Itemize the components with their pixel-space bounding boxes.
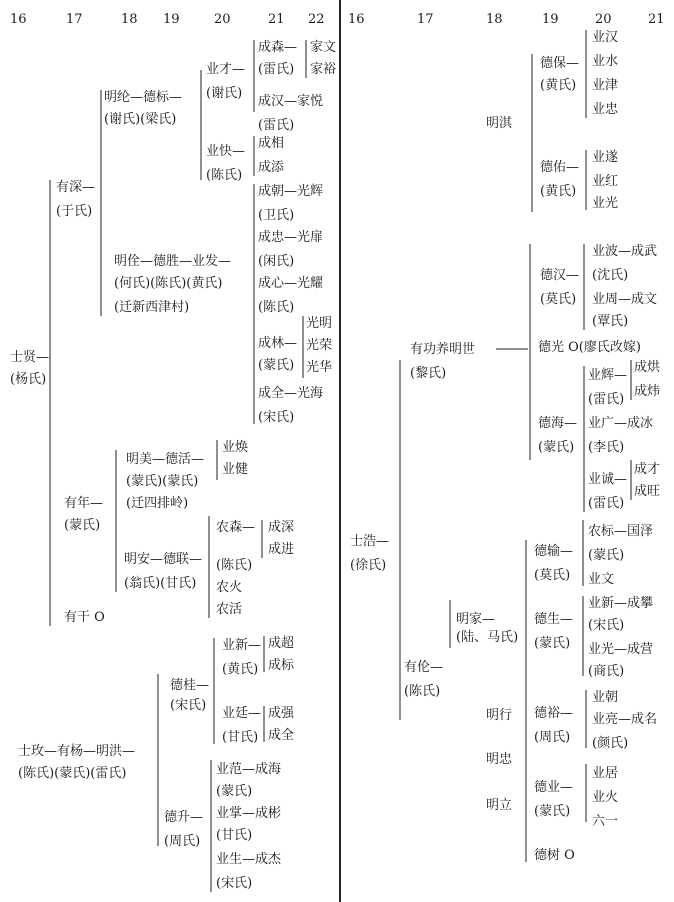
person-label: (杨氏) (10, 372, 47, 387)
person-label: 业文 (588, 572, 615, 587)
person-label: 明立 (486, 798, 513, 813)
person-label: (黄氏) (540, 184, 577, 199)
person-label: 光荣 (306, 338, 333, 353)
person-label: 士浩— (350, 534, 390, 549)
person-label: 业焕 (222, 440, 249, 455)
person-label: (迁四排岭) (126, 496, 189, 511)
person-label: 业生—成杰 (216, 852, 282, 867)
person-label: (颜氏) (592, 736, 629, 751)
person-label: 业范—成海 (216, 762, 282, 777)
person-label: (莫氏) (534, 568, 571, 583)
person-label: 士玫—有杨—明洪— (18, 744, 136, 759)
generation-number: 16 (10, 12, 27, 27)
person-label: 业才— (206, 62, 246, 77)
person-label: 明淇 (486, 116, 513, 131)
person-label: 业津 (592, 78, 619, 93)
person-label: 有干 O (64, 610, 105, 625)
generation-number: 21 (648, 12, 665, 27)
person-label: 成心—光耀 (258, 276, 324, 291)
person-label: 成添 (258, 160, 285, 175)
person-label: 德光 O(廖氏改嫁) (538, 340, 641, 355)
person-label: 明美—德活— (126, 452, 205, 467)
person-label: 德汉— (540, 268, 580, 283)
person-label: (陈氏) (206, 168, 243, 183)
person-label: 业居 (592, 766, 619, 781)
person-label: (于氏) (56, 204, 93, 219)
person-label: (黄氏) (222, 662, 259, 677)
person-label: 明纶—德标— (104, 90, 183, 105)
person-label: 成汉—家悦 (258, 94, 324, 109)
person-label: (陆、马氏) (456, 630, 519, 645)
person-label: (蒙氏) (64, 518, 101, 533)
person-label: (蒙氏) (538, 440, 575, 455)
person-label: (宋氏) (588, 618, 625, 633)
person-label: 业健 (222, 462, 249, 477)
person-label: (陈氏)(蒙氏)(雷氏) (18, 766, 127, 781)
person-label: 明佺—德胜—业发— (114, 254, 232, 269)
person-label: 业忠 (592, 102, 619, 117)
person-label: (蒙氏) (258, 358, 295, 373)
person-label: 业火 (592, 790, 619, 805)
person-label: (闲氏) (258, 254, 295, 269)
person-label: 德输— (534, 544, 574, 559)
person-label: 业辉— (588, 368, 628, 383)
person-label: (蒙氏) (216, 784, 253, 799)
person-label: 成标 (268, 658, 295, 673)
person-label: 德树 O (534, 848, 575, 863)
person-label: 业掌—成彬 (216, 806, 282, 821)
person-label: 成相 (258, 136, 285, 151)
person-label: (沈氏) (592, 268, 629, 283)
person-label: 家裕 (310, 62, 337, 77)
person-label: 德佑— (540, 160, 580, 175)
person-label: 成全—光海 (258, 386, 324, 401)
person-label: 农火 (216, 580, 243, 595)
person-label: (何氏)(陈氏)(黄氏) (114, 276, 223, 291)
person-label: 业汉 (592, 30, 619, 45)
person-label: 德生— (534, 612, 574, 627)
person-label: 明行 (486, 708, 513, 723)
person-label: 成进 (268, 542, 295, 557)
person-label: 明家— (456, 612, 496, 627)
person-label: 业新— (222, 638, 262, 653)
person-label: (蒙氏)(蒙氏) (126, 474, 199, 489)
person-label: 业诚— (588, 472, 628, 487)
person-label: 有年— (64, 496, 104, 511)
person-label: 德桂— (170, 678, 210, 693)
person-label: 成旺 (634, 484, 661, 499)
person-label: (宋氏) (170, 698, 207, 713)
person-label: 业红 (592, 174, 619, 189)
person-label: (雷氏) (258, 62, 295, 77)
person-label: 德海— (538, 416, 578, 431)
person-label: 业光 (592, 196, 619, 211)
person-label: 有深— (56, 180, 96, 195)
generation-number: 18 (486, 12, 503, 27)
person-label: 业广—成冰 (588, 416, 654, 431)
person-label: 家文 (310, 40, 337, 55)
person-label: 成林— (258, 336, 298, 351)
person-label: 德升— (164, 810, 204, 825)
generation-number: 18 (121, 12, 138, 27)
person-label: (莫氏) (540, 292, 577, 307)
person-label: (迁新西津村) (114, 300, 190, 315)
person-label: 业新—成攀 (588, 596, 654, 611)
person-label: 成朝—光辉 (258, 184, 324, 199)
person-label: 成烘 (634, 360, 661, 375)
person-label: 业周—成文 (592, 292, 658, 307)
person-label: (卫氏) (258, 208, 295, 223)
person-label: (陈氏) (258, 300, 295, 315)
generation-number: 17 (66, 12, 83, 27)
person-label: 农标—国泽 (588, 524, 654, 539)
person-label: 业光—成营 (588, 642, 654, 657)
person-label: (雷氏) (588, 392, 625, 407)
person-label: (蒙氏) (588, 548, 625, 563)
generation-number: 20 (595, 12, 612, 27)
person-label: 成超 (268, 636, 295, 651)
person-label: 六一 (592, 814, 619, 829)
person-label: (宋氏) (258, 410, 295, 425)
person-label: 德业— (534, 780, 574, 795)
person-label: 明忠 (486, 752, 513, 767)
person-label: (李氏) (588, 440, 625, 455)
person-label: (商氏) (588, 664, 625, 679)
generation-number: 20 (214, 12, 231, 27)
person-label: 成深 (268, 520, 295, 535)
person-label: (周氏) (164, 834, 201, 849)
person-label: 有功养明世 (410, 342, 476, 357)
generation-number: 17 (417, 12, 434, 27)
person-label: 成全 (268, 728, 295, 743)
person-label: (翁氏)(甘氏) (124, 576, 197, 591)
person-label: (甘氏) (216, 828, 253, 843)
person-label: (雷氏) (588, 496, 625, 511)
person-label: (黄氏) (540, 78, 577, 93)
person-label: 有伦— (404, 660, 444, 675)
person-label: (宋氏) (216, 876, 253, 891)
person-label: 成炜 (634, 384, 661, 399)
person-label: (陈氏) (216, 558, 253, 573)
person-label: 业水 (592, 54, 619, 69)
person-label: 成强 (268, 706, 295, 721)
person-label: 德裕— (534, 706, 574, 721)
person-label: 士贤— (10, 350, 50, 365)
person-label: (甘氏) (222, 730, 259, 745)
person-label: (徐氏) (350, 558, 387, 573)
person-label: (蒙氏) (534, 636, 571, 651)
person-label: (谢氏)(梁氏) (104, 112, 177, 127)
person-label: 业廷— (222, 706, 262, 721)
person-label: 成才 (634, 462, 661, 477)
person-label: 业遂 (592, 150, 619, 165)
generation-number: 19 (163, 12, 180, 27)
generation-number: 21 (268, 12, 285, 27)
person-label: (黎氏) (410, 366, 447, 381)
generation-number: 19 (542, 12, 559, 27)
person-label: 德保— (540, 56, 580, 71)
person-label: 成森— (258, 40, 298, 55)
person-label: (谢氏) (206, 86, 243, 101)
person-label: 光明 (306, 316, 333, 331)
person-label: 农森— (216, 520, 256, 535)
person-label: (覃氏) (592, 314, 629, 329)
person-label: 业朝 (592, 690, 619, 705)
person-label: (蒙氏) (534, 804, 571, 819)
person-label: 业波—成武 (592, 244, 658, 259)
person-label: 光华 (306, 360, 333, 375)
person-label: 明安—德联— (124, 552, 203, 567)
person-label: 成忠—光扉 (258, 230, 324, 245)
person-label: 业快— (206, 144, 246, 159)
person-label: 农活 (216, 602, 243, 617)
person-label: (周氏) (534, 730, 571, 745)
person-label: (雷氏) (258, 118, 295, 133)
generation-number: 16 (348, 12, 365, 27)
generation-number: 22 (308, 12, 325, 27)
person-label: (陈氏) (404, 684, 441, 699)
person-label: 业亮—成名 (592, 712, 658, 727)
